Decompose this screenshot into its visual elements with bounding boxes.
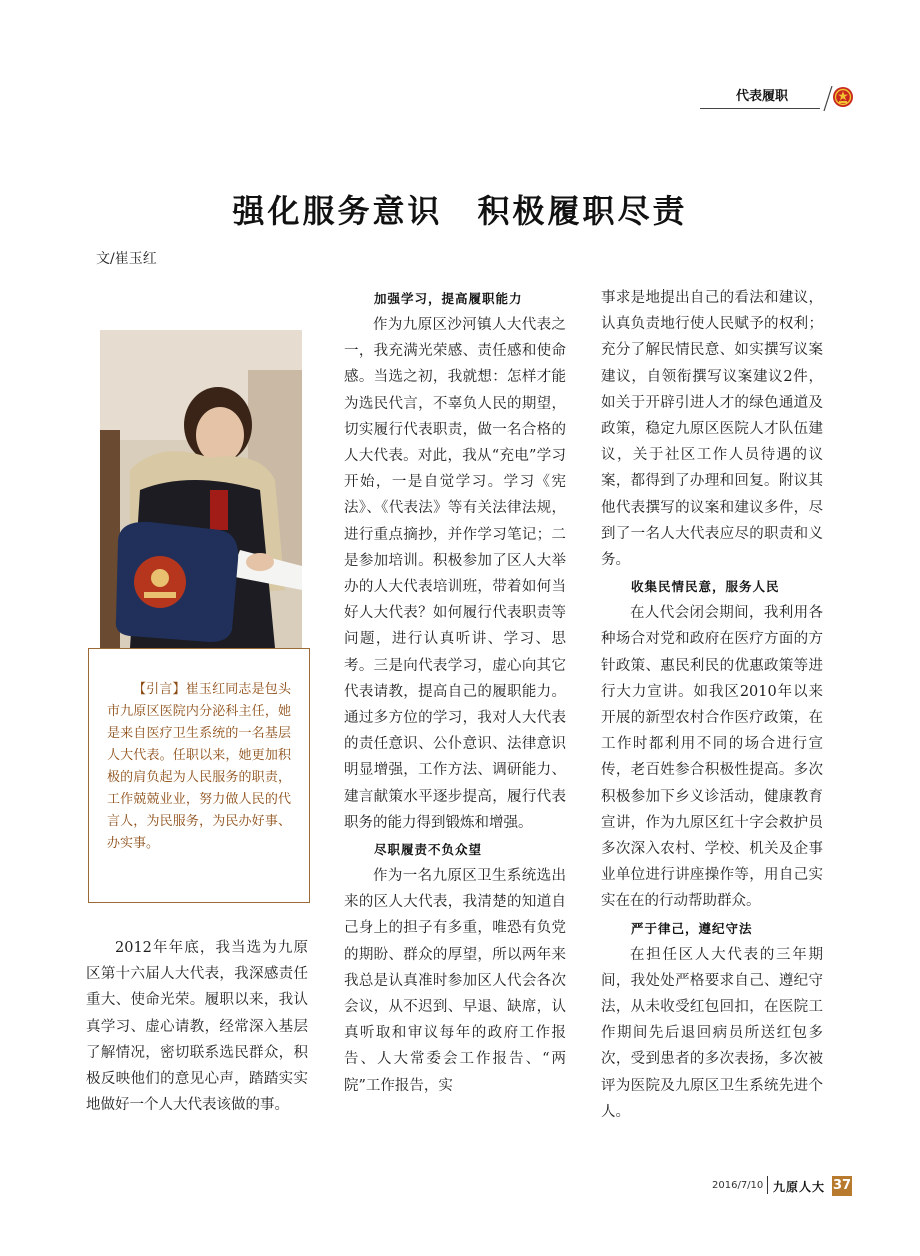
body-paragraph: 2012年年底，我当选为九原区第十六届人大代表，我深感责任重大、使命光荣。履职以来，我认真学习、虚心请教，经常深入基层了解情况，密切联系选民群众，积极反映他们的意见心声，踏踏实实地做好一个人大代表该做的事。 (86, 940, 308, 1114)
body-paragraph: 作为一名九原区卫生系统选出来的区人大代表，我清楚的知道自己身上的担子有多重，唯恐有负党的期盼、群众的厚望，所以两年来我总是认真准时参加区人代会各次会议，从不迟到、早退、缺席，认真听取和审议每年的政府工作报告、人大常委会工作报告、“两院”工作报告，实 (344, 868, 566, 1094)
header-rule (700, 108, 820, 109)
page-number: 37 (832, 1176, 852, 1196)
column-3 (601, 285, 823, 1125)
column-2 (344, 285, 566, 1099)
body-paragraph: 作为九原区沙河镇人大代表之一，我充满光荣感、责任感和使命感。当选之初，我就想：怎样才能为选民代言，不辜负人民的期望，切实履行代表职责，做一名合格的人大代表。对此，我从“充电”学习开始，一是自觉学习。学习《宪法》、《代表法》等有关法律法规，进行重点摘抄，并作学习笔记；二是参加培训。积极参加了区人大举办的人大代表培训班，带着如何当好人大代表？如何履行代表职责等问题，进行认真听讲、学习、思考。三是向代表学习，虚心向其它代表请教，提高自己的履职能力。通过多方位的学习，我对人大代表的责任意识、公仆意识、法律意识明显增强，工作方法、调研能力、建言献策水平逐步提高，履行代表职务的能力得到锻炼和增强。 (344, 317, 566, 831)
footer-divider (767, 1176, 768, 1194)
section-heading: 加强学习，提高履职能力 (374, 291, 523, 306)
byline: 文/崔玉红 (96, 251, 157, 267)
national-emblem-icon (832, 86, 854, 108)
issue-date: 2016/7/10 (712, 1180, 764, 1191)
column-1 (86, 935, 308, 1118)
magazine-name: 九原人大 (773, 1180, 826, 1194)
body-paragraph: 在人代会闭会期间，我利用各种场合对党和政府在医疗方面的方针政策、惠民利民的优惠政策等进行大力宣讲。如我区2010年以来开展的新型农村合作医疗政策，在工作时都利用不同的场合进行宣传，老百姓参合积极性提高。多次积极参加下乡义诊活动，健康教育宣讲，作为九原区红十字会救护员多次深入农村、学校、机关及企事业单位进行讲座操作等，用自己实实在在的行动帮助群众。 (601, 605, 823, 910)
portrait-photo (100, 330, 302, 648)
section-heading: 严于律己，遵纪守法 (631, 920, 753, 936)
section-heading: 收集民情民意，服务人民 (631, 579, 780, 595)
intro-tag: 【引言】 (133, 682, 186, 697)
intro-paragraph (107, 679, 291, 855)
portrait-illustration (100, 330, 302, 648)
body-paragraph-continued: 事求是地提出自己的看法和建议，认真负责地行使人民赋予的权利；充分了解民情民意、如实撰写议案建议，自领衔撰写议案建议2件，如关于开辟引进人才的绿色通道及政策，稳定九原区医院人才队伍建议，关于社区工作人员待遇的议案，都得到了办理和回复。附议其他代表撰写的议案和建议多件，尽到了一名人大代表应尽的职责和义务。 (601, 290, 823, 569)
body-paragraph: 在担任区人大代表的三年期间，我处处严格要求自己、遵纪守法，从未收受红包回扣，在医院工作期间先后退回病员所送红包多次，受到患者的多次表扬，多次被评为医院及九原区卫生系统先进个人。 (601, 946, 823, 1120)
intro-box (88, 648, 310, 903)
section-label: 代表履职 (735, 89, 788, 104)
intro-text: 崔玉红同志是包头市九原区医院内分泌科主任，她是来自医疗卫生系统的一名基层人大代表。任职以来，她更加积极的肩负起为人民服务的职责，工作兢兢业业，努力做人民的代言人，为民服务，为民办好事、办实事。 (107, 682, 291, 851)
article-title: 强化服务意识 积极履职尽责 (232, 192, 688, 230)
section-heading: 尽职履责不负众望 (374, 842, 483, 858)
